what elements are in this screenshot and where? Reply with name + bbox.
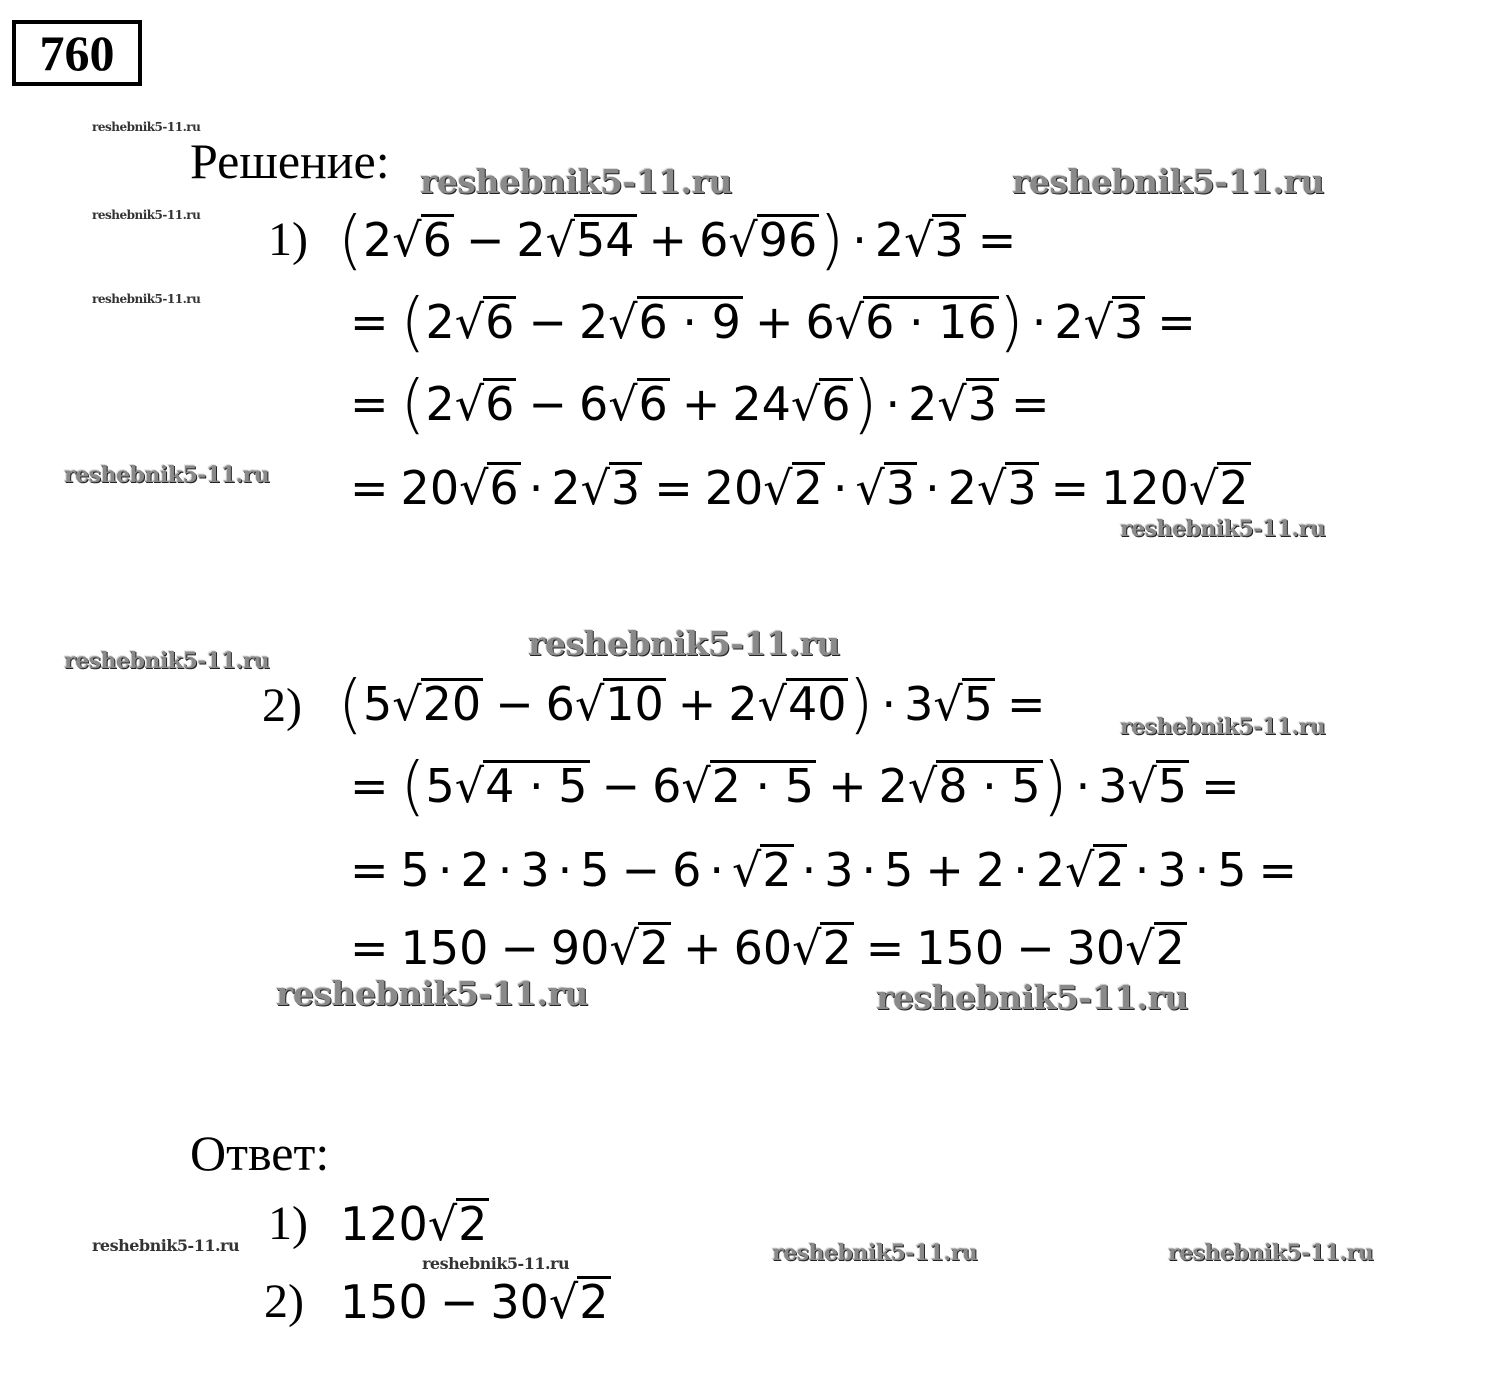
multiply-dot: · bbox=[557, 843, 573, 897]
number: 2 bbox=[947, 461, 977, 515]
multiply-dot: · bbox=[885, 377, 901, 431]
watermark: reshebnik5-11.ru bbox=[420, 162, 732, 201]
operator: = bbox=[350, 759, 389, 813]
radical-sign-icon: √ bbox=[1125, 921, 1155, 975]
square-root bbox=[609, 921, 671, 975]
operator: = bbox=[1201, 759, 1240, 813]
radical-sign-icon: √ bbox=[855, 461, 885, 515]
watermark: reshebnik5-11.ru bbox=[92, 208, 201, 222]
radicand: 5 bbox=[1157, 759, 1188, 813]
square-root bbox=[392, 677, 483, 731]
radical-sign-icon: √ bbox=[545, 213, 575, 267]
square-root bbox=[608, 377, 670, 431]
part1-line-3 bbox=[338, 364, 1062, 445]
radical-sign-icon: √ bbox=[580, 461, 610, 515]
watermark: reshebnik5-11.ru bbox=[528, 624, 840, 663]
radicand: 6 bbox=[422, 213, 452, 267]
radicand: 3 bbox=[967, 377, 997, 431]
multiply-dot: · bbox=[832, 461, 848, 515]
parenthesis: ) bbox=[1042, 750, 1068, 824]
radical-sign-icon: √ bbox=[1188, 461, 1219, 515]
number: 20 bbox=[704, 461, 764, 515]
parenthesis: ) bbox=[998, 286, 1024, 360]
radicand: 6 bbox=[485, 377, 515, 431]
radical-sign-icon: √ bbox=[609, 921, 639, 975]
square-root bbox=[937, 377, 999, 431]
answer-1-expression bbox=[340, 1184, 489, 1264]
radical-sign-icon: √ bbox=[392, 213, 422, 267]
square-root bbox=[392, 213, 454, 267]
radicand: 2 bbox=[579, 1275, 609, 1329]
radical-sign-icon: √ bbox=[548, 1275, 579, 1329]
radicand: 6 bbox=[485, 295, 515, 349]
radicand: 40 bbox=[787, 677, 847, 731]
square-root bbox=[904, 213, 966, 267]
radical-sign-icon: √ bbox=[1127, 759, 1157, 813]
radicand: 8 · 5 bbox=[938, 759, 1041, 813]
parenthesis: ) bbox=[852, 368, 878, 442]
watermark: reshebnik5-11.ru bbox=[92, 292, 201, 306]
part1-line-2 bbox=[338, 282, 1208, 363]
radicand: 96 bbox=[758, 213, 818, 267]
radical-sign-icon: √ bbox=[834, 295, 865, 349]
multiply-dot: · bbox=[437, 843, 453, 897]
radical-sign-icon: √ bbox=[574, 677, 605, 731]
radical-sign-icon: √ bbox=[459, 461, 489, 515]
watermark: reshebnik5-11.ru bbox=[876, 978, 1188, 1017]
radicand: 2 bbox=[639, 921, 670, 975]
number: 2 bbox=[425, 377, 455, 431]
multiply-dot: · bbox=[1031, 295, 1047, 349]
operator: = bbox=[1050, 461, 1090, 515]
multiply-dot: · bbox=[801, 843, 817, 897]
answer-2-expression bbox=[340, 1262, 611, 1342]
square-root bbox=[681, 759, 816, 813]
radical-sign-icon: √ bbox=[454, 295, 485, 349]
square-root bbox=[548, 1275, 611, 1329]
operator: + bbox=[648, 213, 688, 267]
operator: − bbox=[465, 213, 505, 267]
number: 3 bbox=[1157, 843, 1187, 897]
number: 2 bbox=[878, 759, 908, 813]
number: 5 bbox=[884, 843, 914, 897]
square-root bbox=[454, 295, 517, 349]
number: 150 bbox=[340, 1275, 428, 1329]
operator: = bbox=[350, 461, 389, 515]
square-root bbox=[1065, 843, 1127, 897]
operator: + bbox=[677, 677, 717, 731]
radical-sign-icon: √ bbox=[763, 461, 793, 515]
operator: − bbox=[621, 843, 661, 897]
number: 150 bbox=[400, 921, 489, 975]
number: 6 bbox=[699, 213, 729, 267]
answer-2-number: 2) bbox=[264, 1275, 304, 1328]
square-root bbox=[790, 377, 853, 431]
multiply-dot: · bbox=[881, 677, 897, 731]
solution-heading: Решение: bbox=[190, 133, 390, 189]
radicand: 2 bbox=[1155, 921, 1185, 975]
number: 20 bbox=[400, 461, 460, 515]
radical-sign-icon: √ bbox=[1083, 295, 1113, 349]
operator: + bbox=[681, 377, 721, 431]
operator: = bbox=[977, 213, 1017, 267]
square-root bbox=[545, 213, 637, 267]
square-root bbox=[459, 461, 521, 515]
radical-sign-icon: √ bbox=[907, 759, 938, 813]
operator: − bbox=[439, 1275, 479, 1329]
watermark: reshebnik5-11.ru bbox=[64, 648, 270, 674]
number: 3 bbox=[824, 843, 854, 897]
operator: = bbox=[1006, 677, 1046, 731]
radicand: 2 · 5 bbox=[711, 759, 815, 813]
radicand: 5 bbox=[963, 677, 993, 731]
radical-sign-icon: √ bbox=[1065, 843, 1095, 897]
number: 120 bbox=[340, 1197, 428, 1251]
number: 2 bbox=[362, 213, 393, 267]
radicand: 3 bbox=[1113, 295, 1144, 349]
radical-sign-icon: √ bbox=[392, 677, 422, 731]
number: 5 bbox=[425, 759, 455, 813]
radicand: 2 bbox=[458, 1197, 488, 1251]
number: 60 bbox=[733, 921, 793, 975]
square-root bbox=[757, 677, 849, 731]
square-root bbox=[1127, 759, 1189, 813]
answer-1-number: 1) bbox=[268, 1197, 308, 1250]
radical-sign-icon: √ bbox=[792, 921, 822, 975]
number: 30 bbox=[490, 1275, 549, 1329]
radical-sign-icon: √ bbox=[454, 759, 485, 813]
radical-sign-icon: √ bbox=[904, 213, 934, 267]
number: 2 bbox=[874, 213, 905, 267]
multiply-dot: · bbox=[1013, 843, 1028, 897]
operator: = bbox=[1258, 843, 1298, 897]
square-root bbox=[427, 1197, 490, 1251]
radicand: 54 bbox=[575, 213, 635, 267]
watermark: reshebnik5-11.ru bbox=[92, 120, 201, 134]
multiply-dot: · bbox=[925, 461, 940, 515]
radicand: 4 · 5 bbox=[485, 759, 588, 813]
operator: = bbox=[1157, 295, 1196, 349]
operator: = bbox=[350, 921, 389, 975]
operator: − bbox=[528, 377, 567, 431]
parenthesis: ( bbox=[400, 368, 426, 442]
number: 5 bbox=[362, 677, 393, 731]
number: 90 bbox=[550, 921, 610, 975]
radicand: 6 bbox=[638, 377, 668, 431]
number: 2 bbox=[1054, 295, 1084, 349]
operator: = bbox=[654, 461, 693, 515]
square-root bbox=[732, 843, 794, 897]
number: 6 bbox=[805, 295, 835, 349]
operator: = bbox=[350, 377, 389, 431]
number: 6 bbox=[652, 759, 682, 813]
watermark: reshebnik5-11.ru bbox=[1168, 1240, 1374, 1266]
number: 24 bbox=[732, 377, 791, 431]
square-root bbox=[834, 295, 999, 349]
number: 6 bbox=[578, 377, 609, 431]
number: 3 bbox=[1098, 759, 1128, 813]
part2-line-1 bbox=[338, 664, 1058, 745]
radicand: 6 bbox=[489, 461, 519, 515]
radical-sign-icon: √ bbox=[790, 377, 821, 431]
radical-sign-icon: √ bbox=[937, 377, 967, 431]
radicand: 3 bbox=[885, 461, 916, 515]
radicand: 10 bbox=[605, 677, 664, 731]
parenthesis: ) bbox=[819, 204, 845, 278]
square-root bbox=[1188, 461, 1251, 515]
watermark: reshebnik5-11.ru bbox=[1120, 516, 1326, 542]
operator: = bbox=[350, 843, 389, 897]
parenthesis: ( bbox=[400, 750, 426, 824]
multiply-dot: · bbox=[1134, 843, 1150, 897]
operator: − bbox=[495, 677, 534, 731]
radicand: 6 bbox=[821, 377, 851, 431]
operator: + bbox=[683, 921, 722, 975]
part1-line-4 bbox=[338, 448, 1251, 528]
watermark: reshebnik5-11.ru bbox=[64, 462, 270, 488]
radicand: 2 bbox=[822, 921, 852, 975]
operator: − bbox=[528, 295, 567, 349]
part2-line-2 bbox=[338, 746, 1252, 827]
operator: − bbox=[500, 921, 539, 975]
square-root bbox=[608, 295, 743, 349]
operator: + bbox=[925, 843, 964, 897]
number: 2 bbox=[728, 677, 758, 731]
radical-sign-icon: √ bbox=[732, 843, 762, 897]
number: 2 bbox=[425, 295, 455, 349]
radicand: 6 · 9 bbox=[638, 295, 741, 349]
watermark: reshebnik5-11.ru bbox=[92, 1236, 240, 1255]
operator: = bbox=[1010, 377, 1050, 431]
number: 2 bbox=[460, 843, 490, 897]
number: 2 bbox=[1035, 843, 1066, 897]
multiply-dot: · bbox=[1194, 843, 1210, 897]
radicand: 2 bbox=[1219, 461, 1249, 515]
answer-heading: Ответ: bbox=[190, 1125, 330, 1181]
number: 2 bbox=[516, 213, 546, 267]
number: 6 bbox=[545, 677, 575, 731]
parenthesis: ( bbox=[338, 204, 363, 278]
watermark: reshebnik5-11.ru bbox=[422, 1254, 570, 1273]
number: 5 bbox=[580, 843, 610, 897]
radicand: 2 bbox=[793, 461, 823, 515]
operator: + bbox=[828, 759, 867, 813]
part1-line-1 bbox=[338, 200, 1028, 281]
part1-number: 1) bbox=[268, 213, 308, 266]
radical-sign-icon: √ bbox=[933, 677, 963, 731]
number: 6 bbox=[672, 843, 702, 897]
multiply-dot: · bbox=[1075, 759, 1091, 813]
number: 2 bbox=[975, 843, 1006, 897]
part2-number: 2) bbox=[262, 679, 302, 732]
radical-sign-icon: √ bbox=[681, 759, 711, 813]
multiply-dot: · bbox=[852, 213, 867, 267]
watermark: reshebnik5-11.ru bbox=[276, 974, 588, 1013]
number: 120 bbox=[1101, 461, 1189, 515]
radical-sign-icon: √ bbox=[977, 461, 1007, 515]
multiply-dot: · bbox=[497, 843, 513, 897]
number: 5 bbox=[400, 843, 430, 897]
radical-sign-icon: √ bbox=[608, 377, 638, 431]
operator: − bbox=[1016, 921, 1055, 975]
watermark: reshebnik5-11.ru bbox=[1012, 162, 1324, 201]
square-root bbox=[728, 213, 819, 267]
square-root bbox=[574, 677, 666, 731]
square-root bbox=[454, 377, 517, 431]
square-root bbox=[907, 759, 1043, 813]
number: 3 bbox=[904, 677, 934, 731]
parenthesis: ) bbox=[848, 668, 874, 742]
part2-line-3 bbox=[338, 830, 1309, 910]
radicand: 2 bbox=[762, 843, 792, 897]
square-root bbox=[580, 461, 643, 515]
multiply-dot: · bbox=[861, 843, 877, 897]
operator: = bbox=[865, 921, 905, 975]
square-root bbox=[454, 759, 590, 813]
parenthesis: ( bbox=[338, 668, 363, 742]
radical-sign-icon: √ bbox=[454, 377, 485, 431]
radical-sign-icon: √ bbox=[728, 213, 758, 267]
multiply-dot: · bbox=[709, 843, 724, 897]
square-root bbox=[1083, 295, 1146, 349]
number: 3 bbox=[520, 843, 550, 897]
radicand: 3 bbox=[1007, 461, 1037, 515]
number: 5 bbox=[1217, 843, 1247, 897]
radicand: 6 · 16 bbox=[865, 295, 997, 349]
radicand: 3 bbox=[610, 461, 641, 515]
radicand: 20 bbox=[422, 677, 482, 731]
square-root bbox=[763, 461, 825, 515]
operator: − bbox=[601, 759, 641, 813]
square-root bbox=[792, 921, 854, 975]
operator: = bbox=[350, 295, 389, 349]
operator: + bbox=[754, 295, 794, 349]
number: 2 bbox=[551, 461, 581, 515]
number: 2 bbox=[578, 295, 609, 349]
number: 150 bbox=[916, 921, 1005, 975]
square-root bbox=[855, 461, 918, 515]
square-root bbox=[933, 677, 995, 731]
multiply-dot: · bbox=[528, 461, 544, 515]
radicand: 3 bbox=[934, 213, 964, 267]
radicand: 2 bbox=[1095, 843, 1125, 897]
watermark: reshebnik5-11.ru bbox=[772, 1240, 978, 1266]
square-root bbox=[977, 461, 1039, 515]
radical-sign-icon: √ bbox=[757, 677, 787, 731]
radical-sign-icon: √ bbox=[427, 1197, 458, 1251]
radical-sign-icon: √ bbox=[608, 295, 638, 349]
problem-number-box: 760 bbox=[12, 20, 142, 86]
number: 2 bbox=[908, 377, 938, 431]
number: 30 bbox=[1066, 921, 1126, 975]
parenthesis: ( bbox=[400, 286, 426, 360]
square-root bbox=[1125, 921, 1187, 975]
watermark: reshebnik5-11.ru bbox=[1120, 714, 1326, 740]
